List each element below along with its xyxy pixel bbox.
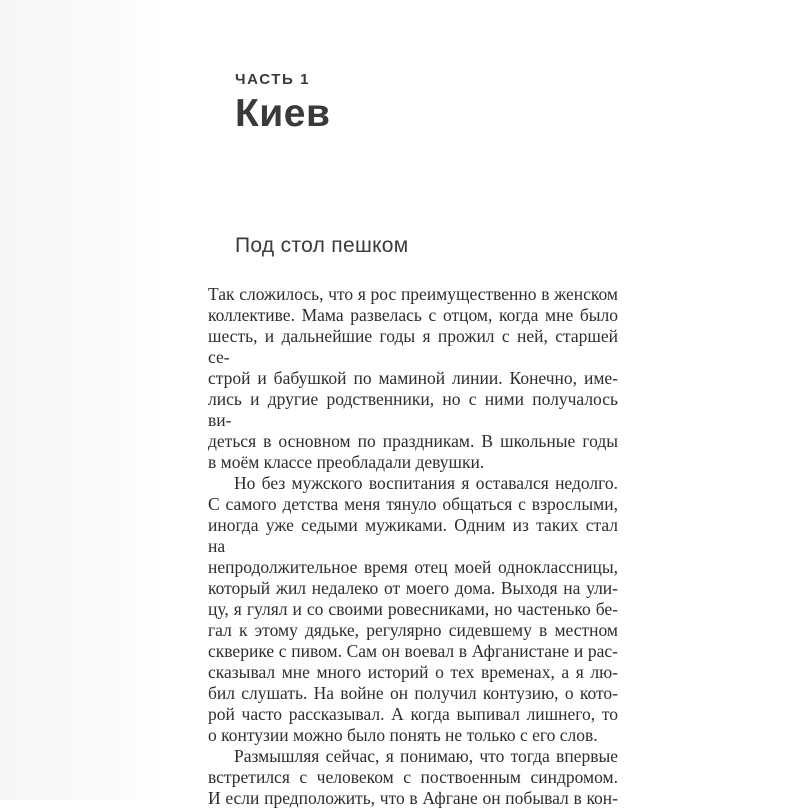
text-line: коллективе. Мама развелась с отцом, когда мне было (208, 305, 618, 325)
text-line: лись и другие родственники, но с ними получалось ви- (208, 389, 618, 430)
body-text (208, 284, 618, 809)
text-line: гал к этому дядьке, регулярно сидевшему в местном (208, 620, 618, 640)
text-line: Так сложилось, что я рос преимущественно в женском (208, 284, 618, 304)
text-line: сказывал мне много историй о тех временах, а я лю- (208, 662, 618, 682)
text-line: Размышляя сейчас, я понимаю, что тогда впервые (234, 746, 618, 766)
text-line: И если предположить, что в Афгане он побывал в кон- (208, 788, 618, 808)
text-line: рой часто рассказывал. А когда выпивал лишнего, то (208, 704, 618, 724)
text-line: встретился с человеком с поствоенным синдромом. (208, 767, 618, 787)
text-line: скверике с пивом. Сам он воевал в Афганистане и рас- (208, 641, 618, 661)
text-line: строй и бабушкой по маминой линии. Конечно, име- (208, 368, 618, 388)
text-line: Но без мужского воспитания я оставался недолго. (234, 473, 618, 493)
text-line: в моём классе преобладали девушки. (208, 452, 485, 472)
section-title: Под стол пешком (235, 234, 409, 257)
text-line: непродолжительное время отец моей одноклассницы, (208, 557, 618, 577)
part-label: ЧАСТЬ 1 (235, 71, 311, 88)
text-line: цу, я гулял и со своими ровесниками, но частенько бе- (208, 599, 618, 619)
text-line: шесть, и дальнейшие годы я прожил с ней, старшей се- (208, 326, 618, 367)
text-line: иногда уже седыми мужиками. Одним из таких стал на (208, 515, 618, 556)
text-line: который жил недалеко от моего дома. Выходя на ули- (208, 578, 618, 598)
text-line: о контузии можно было понять не только с его слов. (208, 725, 598, 745)
text-line: деться в основном по праздникам. В школьные годы (208, 431, 618, 451)
part-title: Киев (235, 92, 331, 135)
text-line: бил слушать. На войне он получил контузию, о кото- (208, 683, 618, 703)
chapter-header (235, 71, 330, 133)
page-scan-shading (0, 0, 158, 800)
text-line: С самого детства меня тянуло общаться с взрослыми, (208, 494, 618, 514)
